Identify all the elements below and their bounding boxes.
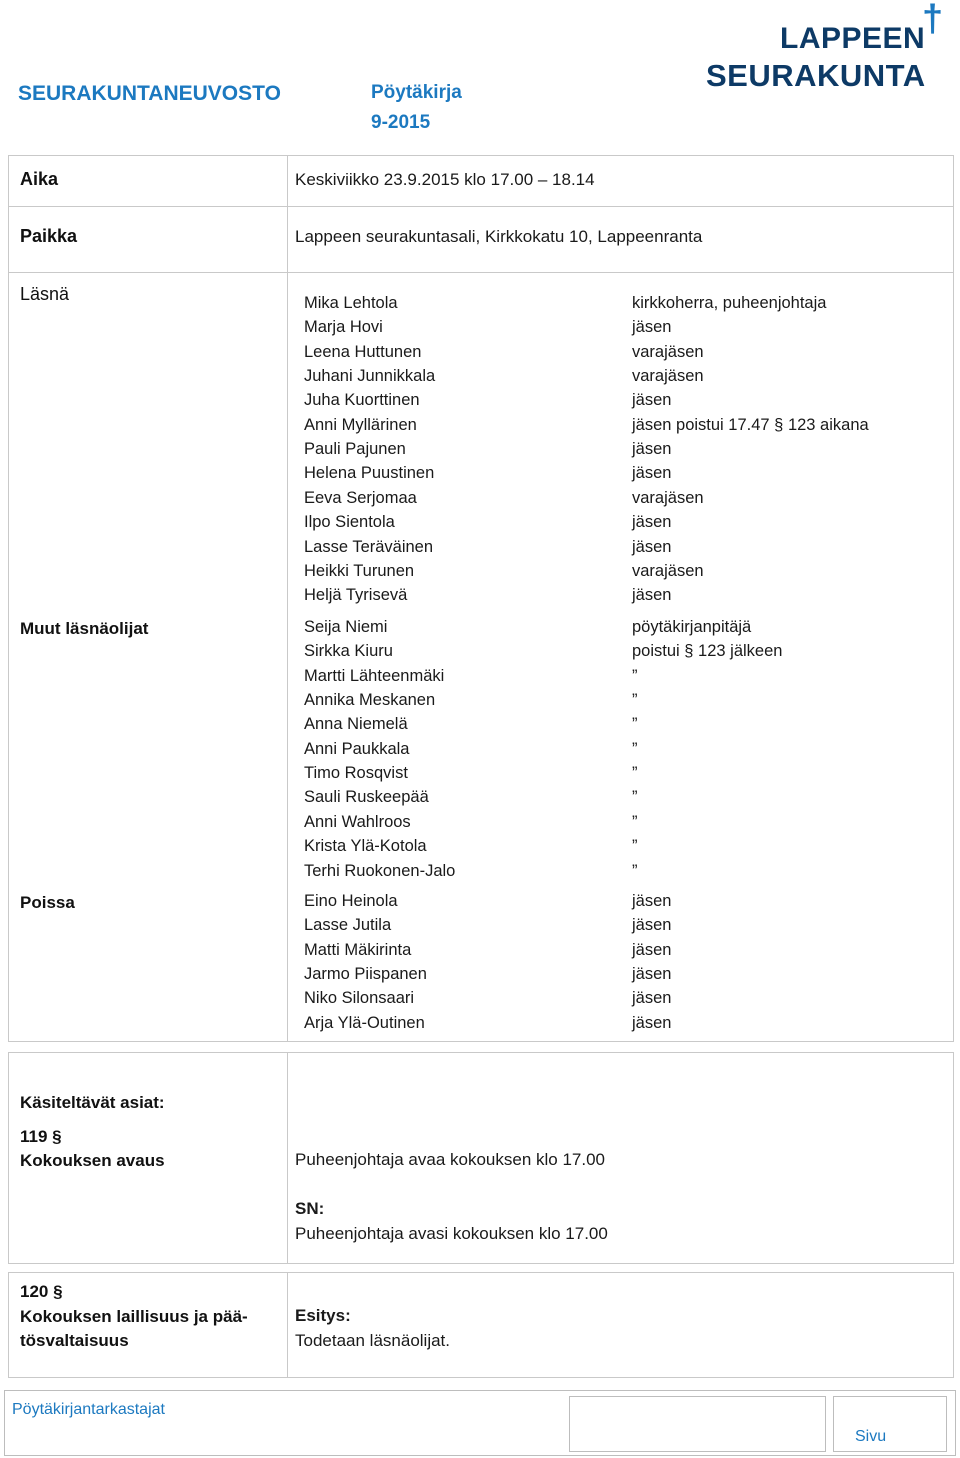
person-name: Anni Wahlroos bbox=[304, 812, 411, 831]
person-name: Anni Paukkala bbox=[304, 739, 410, 758]
person-name: Heikki Turunen bbox=[304, 561, 415, 580]
person-name: Juhani Junnikkala bbox=[304, 367, 436, 386]
person-name: Marja Hovi bbox=[304, 318, 383, 337]
person-name: Niko Silonsaari bbox=[304, 989, 415, 1008]
lasna-label: Läsnä bbox=[20, 284, 70, 304]
person-role: ” bbox=[632, 837, 638, 856]
person-name: Matti Mäkirinta bbox=[304, 940, 412, 959]
item-120-title-line2: tösvaltaisuus bbox=[20, 1331, 129, 1350]
person-name: Helena Puustinen bbox=[304, 464, 435, 483]
person-role: ” bbox=[632, 666, 638, 685]
doc-number: 9-2015 bbox=[371, 112, 431, 133]
person-name: Lasse Teräväinen bbox=[304, 537, 434, 556]
person-role: kirkkoherra, puheenjohtaja bbox=[632, 294, 827, 312]
poissa-row bbox=[304, 965, 924, 989]
person-name: Juha Kuorttinen bbox=[304, 391, 420, 410]
person-role: jäsen bbox=[632, 464, 672, 483]
person-role: pöytäkirjanpitäjä bbox=[632, 618, 752, 636]
person-role: jäsen bbox=[632, 892, 672, 910]
muut-row bbox=[304, 862, 924, 886]
person-role: ” bbox=[632, 715, 638, 734]
person-name: Heljä Tyrisevä bbox=[304, 586, 408, 605]
cross-icon: † bbox=[922, 0, 944, 40]
muut-row bbox=[304, 715, 924, 739]
person-name: Lasse Jutila bbox=[304, 916, 392, 935]
person-role: jäsen bbox=[632, 537, 672, 556]
tarkastajat-label: Pöytäkirjantarkastajat bbox=[12, 1401, 165, 1418]
person-role: jäsen bbox=[632, 940, 672, 959]
item-119-number: 119 § bbox=[20, 1127, 62, 1146]
person-role: jäsen bbox=[632, 318, 672, 337]
muut-label: Muut läsnäolijat bbox=[20, 619, 149, 638]
poissa-row bbox=[304, 1014, 924, 1038]
muut-row bbox=[304, 740, 924, 764]
lasna-row bbox=[304, 440, 924, 464]
person-name: Annika Meskanen bbox=[304, 691, 436, 710]
person-role: varajäsen bbox=[632, 342, 704, 361]
lasna-row bbox=[304, 489, 924, 513]
person-role: jäsen bbox=[632, 513, 672, 532]
poissa-row bbox=[304, 941, 924, 965]
item-119-title: Kokouksen avaus bbox=[20, 1151, 165, 1170]
asiat-heading: Käsiteltävät asiat: bbox=[20, 1093, 165, 1112]
person-name: Krista Ylä-Kotola bbox=[304, 837, 427, 856]
org-title: SEURAKUNTANEUVOSTO bbox=[18, 82, 281, 105]
person-name: Ilpo Sientola bbox=[304, 513, 395, 532]
item-119-text: Puheenjohtaja avaa kokouksen klo 17.00 bbox=[295, 1150, 606, 1169]
muut-row bbox=[304, 618, 924, 642]
person-name: Martti Lähteenmäki bbox=[304, 666, 445, 685]
person-name: Pauli Pajunen bbox=[304, 440, 406, 459]
person-role: varajäsen bbox=[632, 488, 704, 507]
doc-type: Pöytäkirja bbox=[371, 82, 462, 103]
parish-logo bbox=[700, 0, 950, 100]
item-120-number: 120 § bbox=[20, 1282, 63, 1301]
person-role: ” bbox=[632, 812, 638, 831]
signature-box-1 bbox=[569, 1396, 826, 1452]
muut-row bbox=[304, 691, 924, 715]
person-name: Sauli Ruskeepää bbox=[304, 788, 429, 807]
person-name: Mika Lehtola bbox=[304, 294, 398, 312]
person-role: jäsen poistui 17.47 § 123 aikana bbox=[632, 415, 869, 434]
person-role: ” bbox=[632, 739, 638, 758]
person-name: Eeva Serjomaa bbox=[304, 488, 417, 507]
muut-row bbox=[304, 642, 924, 666]
paikka-value: Lappeen seurakuntasali, Kirkkokatu 10, Lappeenranta bbox=[295, 227, 703, 246]
person-name: Anni Myllärinen bbox=[304, 415, 417, 434]
lasna-row bbox=[304, 391, 924, 415]
person-name: Leena Huttunen bbox=[304, 342, 422, 361]
poissa-row bbox=[304, 989, 924, 1013]
poissa-row bbox=[304, 892, 924, 916]
person-name: Eino Heinola bbox=[304, 892, 398, 910]
person-name: Seija Niemi bbox=[304, 618, 388, 636]
item-119-sn-label: SN: bbox=[295, 1199, 325, 1218]
person-name: Anna Niemelä bbox=[304, 715, 408, 734]
person-name: Arja Ylä-Outinen bbox=[304, 1013, 425, 1032]
person-name: Timo Rosqvist bbox=[304, 764, 408, 783]
person-role: ” bbox=[632, 764, 638, 783]
item-119-sn-text: Puheenjohtaja avasi kokouksen klo 17.00 bbox=[295, 1224, 608, 1243]
lasna-row bbox=[304, 294, 924, 318]
person-role: jäsen bbox=[632, 586, 672, 605]
person-role: poistui § 123 jälkeen bbox=[632, 642, 783, 661]
lasna-row bbox=[304, 562, 924, 586]
item-120-title-line1: Kokouksen laillisuus ja pää- bbox=[20, 1307, 248, 1326]
lasna-row bbox=[304, 318, 924, 342]
lasna-row bbox=[304, 538, 924, 562]
person-role: jäsen bbox=[632, 440, 672, 459]
logo-line1: LAPPEEN bbox=[780, 22, 926, 55]
lasna-row bbox=[304, 586, 924, 610]
aika-value: Keskiviikko 23.9.2015 klo 17.00 – 18.14 bbox=[295, 170, 595, 189]
person-role: ” bbox=[632, 691, 638, 710]
aika-label: Aika bbox=[20, 169, 59, 189]
item-120-esitys-text: Todetaan läsnäolijat. bbox=[295, 1331, 451, 1350]
person-role: ” bbox=[632, 788, 638, 807]
page-number-box bbox=[833, 1396, 947, 1452]
person-name: Terhi Ruokonen-Jalo bbox=[304, 861, 456, 880]
muut-row bbox=[304, 764, 924, 788]
muut-row bbox=[304, 667, 924, 691]
person-role: jäsen bbox=[632, 916, 672, 935]
poissa-label: Poissa bbox=[20, 893, 75, 912]
person-role: jäsen bbox=[632, 391, 672, 410]
paikka-label: Paikka bbox=[20, 226, 78, 246]
person-role: jäsen bbox=[632, 989, 672, 1008]
muut-row bbox=[304, 788, 924, 812]
person-role: varajäsen bbox=[632, 561, 704, 580]
item-120-esitys-label: Esitys: bbox=[295, 1306, 351, 1325]
poissa-row bbox=[304, 916, 924, 940]
lasna-row bbox=[304, 367, 924, 391]
person-name: Jarmo Piispanen bbox=[304, 965, 427, 984]
lasna-row bbox=[304, 464, 924, 488]
lasna-row bbox=[304, 416, 924, 440]
muut-row bbox=[304, 837, 924, 861]
person-role: jäsen bbox=[632, 1013, 672, 1032]
logo-line2: SEURAKUNTA bbox=[706, 58, 926, 93]
person-role: ” bbox=[632, 861, 638, 880]
person-role: jäsen bbox=[632, 965, 672, 984]
muut-row bbox=[304, 813, 924, 837]
person-name: Sirkka Kiuru bbox=[304, 642, 393, 661]
sivu-label: Sivu bbox=[855, 1428, 887, 1445]
lasna-row bbox=[304, 343, 924, 367]
lasna-row bbox=[304, 513, 924, 537]
person-role: varajäsen bbox=[632, 367, 704, 386]
